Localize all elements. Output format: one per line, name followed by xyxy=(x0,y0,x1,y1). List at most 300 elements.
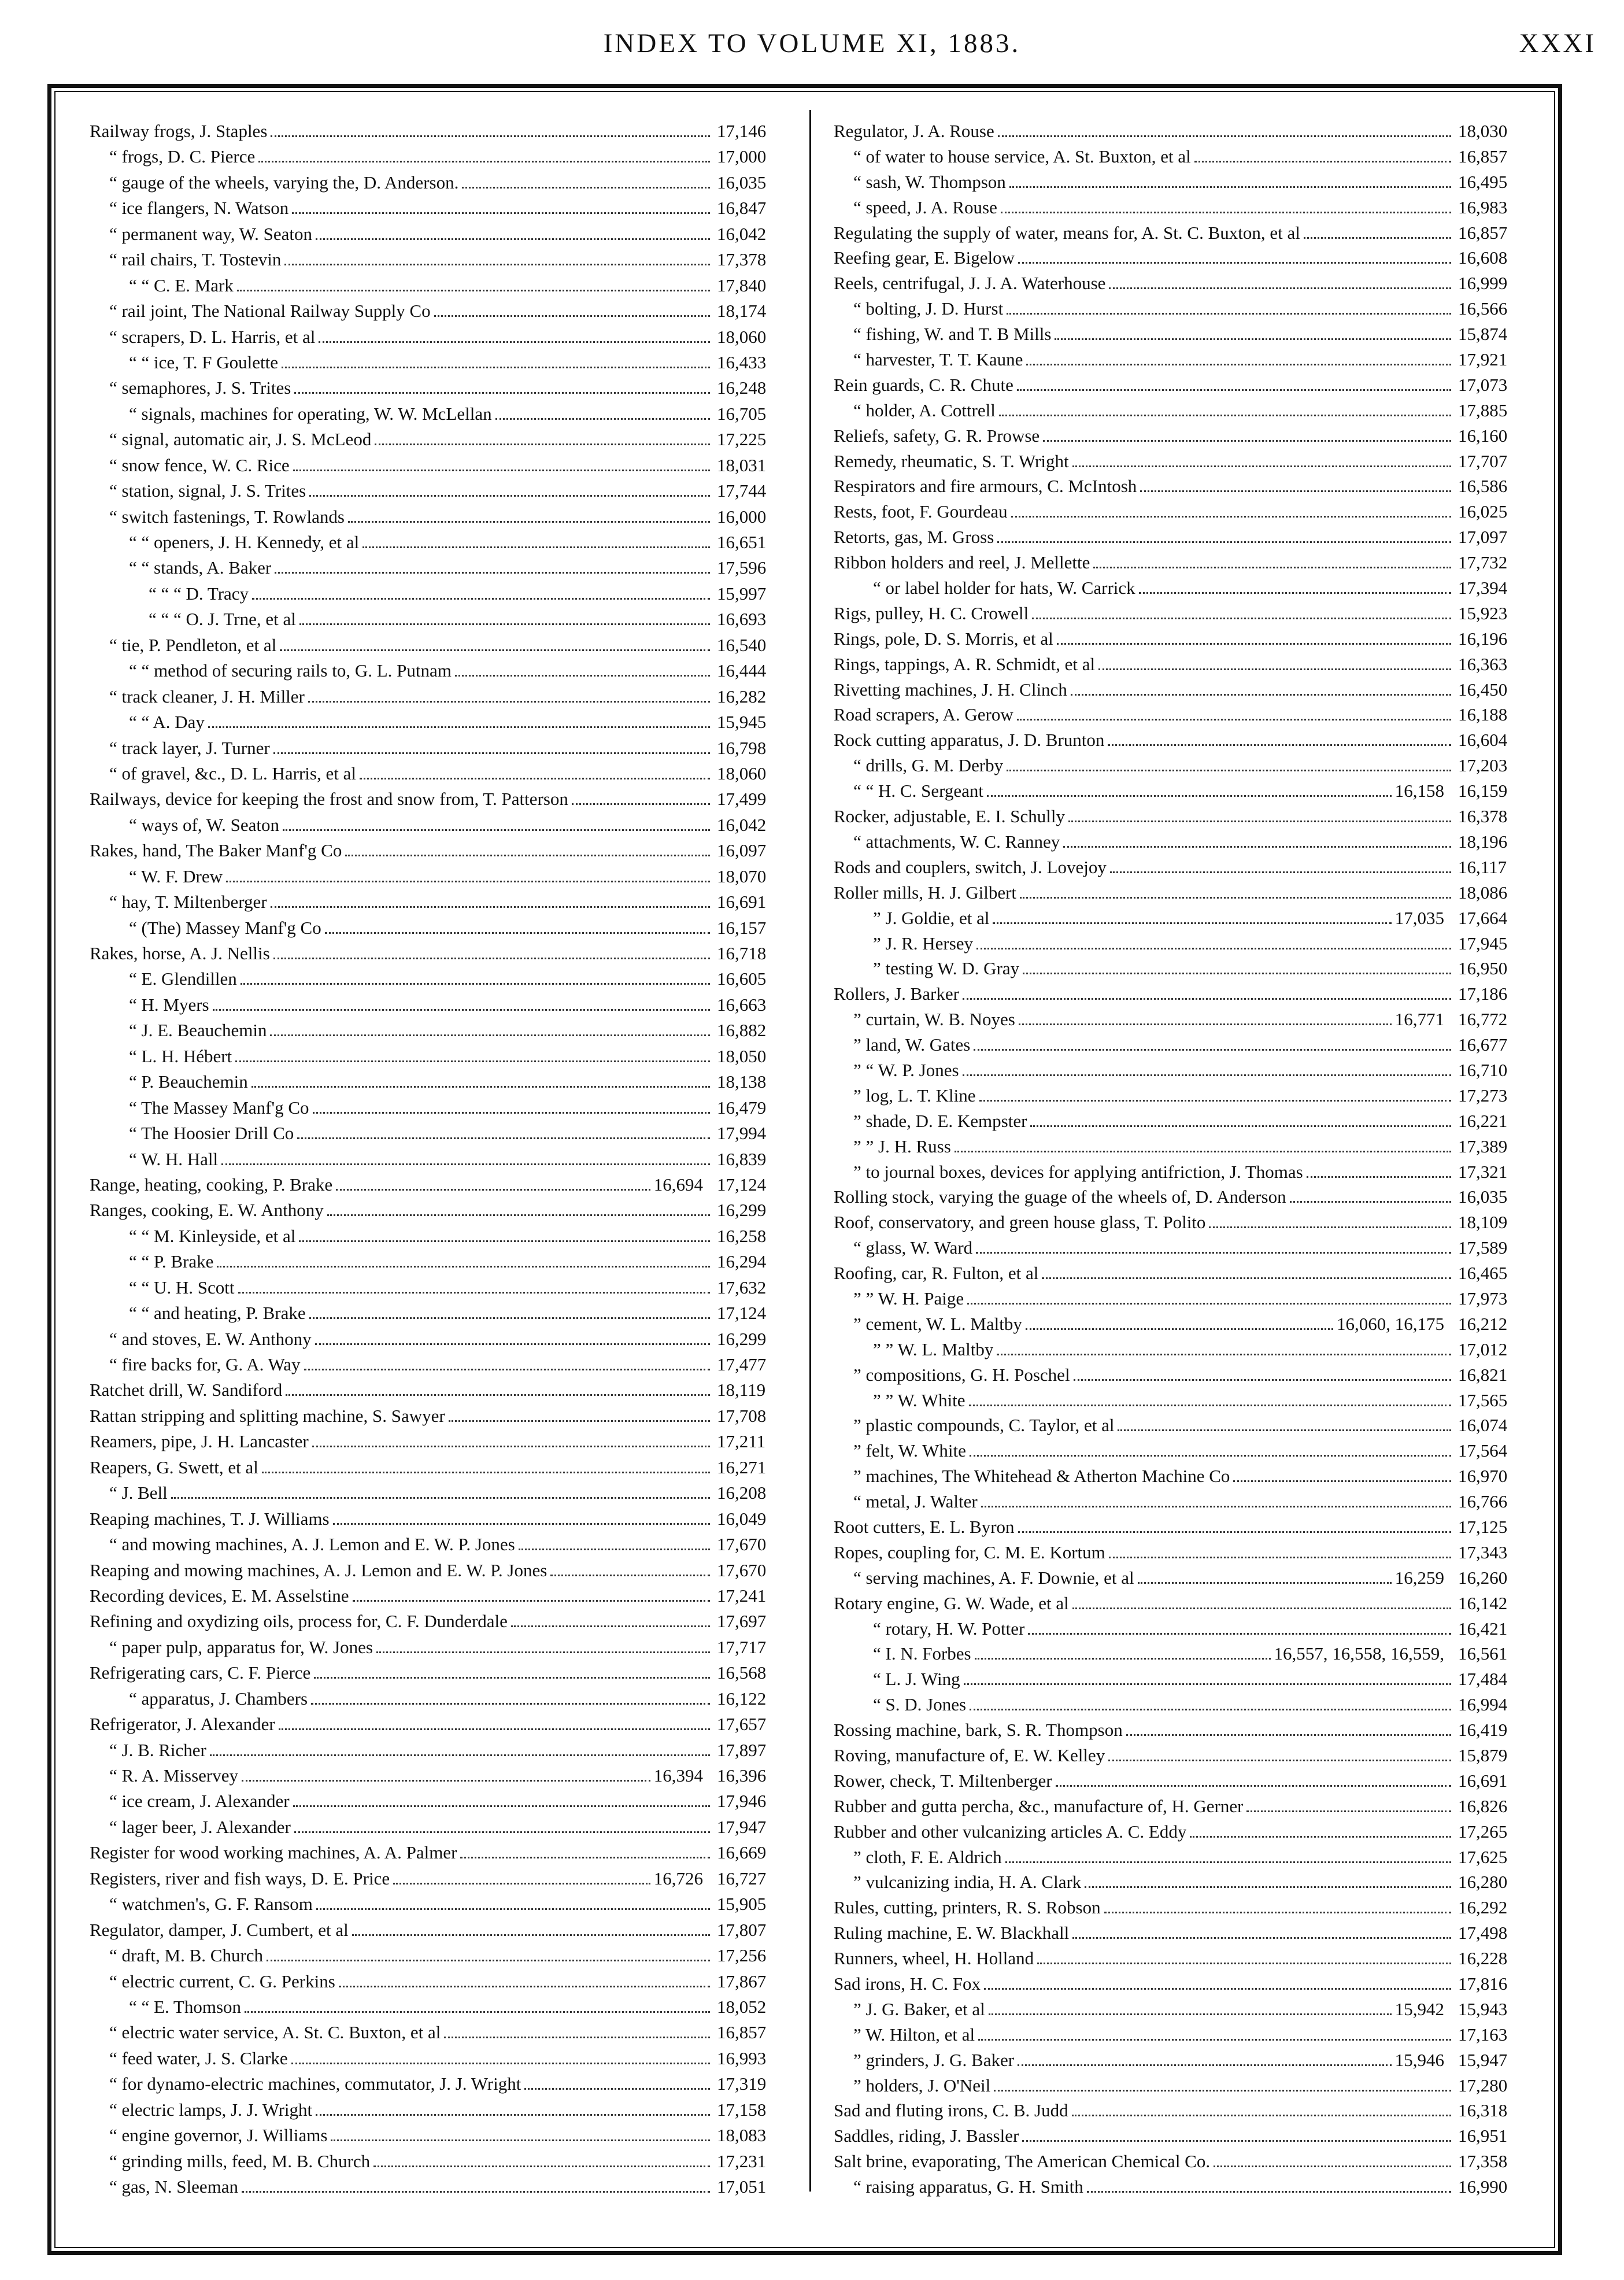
dot-leader xyxy=(279,1728,710,1730)
dot-leader xyxy=(1098,668,1451,670)
index-entry xyxy=(90,736,798,761)
dot-leader xyxy=(1017,389,1451,391)
dot-leader xyxy=(1072,2115,1451,2116)
entry-patent-number: 17,670 xyxy=(717,1534,767,1555)
entry-text: “ “ “ O. J. Trne, et al xyxy=(149,609,296,630)
index-entry xyxy=(90,1018,798,1043)
dot-leader xyxy=(308,701,710,703)
entry-patent-number: 16,363 xyxy=(1458,653,1508,674)
entry-text: ” curtain, W. B. Noyes xyxy=(853,1009,1015,1030)
entry-text: Range, heating, cooking, P. Brake xyxy=(90,1174,333,1195)
index-entry xyxy=(90,1198,798,1223)
index-entry xyxy=(90,1326,798,1352)
entry-patent-number: 16,540 xyxy=(717,634,767,655)
dot-leader xyxy=(283,829,710,831)
index-entry xyxy=(834,550,1539,575)
dot-leader xyxy=(297,1137,710,1139)
dot-leader xyxy=(331,2139,710,2141)
index-entry xyxy=(834,2123,1539,2149)
entry-text: Respirators and fire armours, C. McIntosh xyxy=(834,476,1137,497)
entry-patent-number: 18,031 xyxy=(717,454,767,475)
dot-leader xyxy=(984,1988,1451,1990)
page-number: XXXI xyxy=(1519,28,1596,58)
entry-text: Rolling stock, varying the guage of the wheels of, D. Anderson xyxy=(834,1187,1286,1207)
dot-leader xyxy=(1019,1023,1392,1025)
entry-text: Rakes, horse, A. J. Nellis xyxy=(90,943,270,963)
entry-patent-number: 17,945 xyxy=(1458,933,1508,954)
index-entry xyxy=(834,981,1539,1007)
dot-leader xyxy=(333,1523,710,1525)
entry-patent-number: 18,050 xyxy=(717,1045,767,1066)
dot-leader xyxy=(235,1060,710,1062)
dot-leader xyxy=(1005,1861,1451,1863)
index-entry xyxy=(834,322,1539,347)
entry-text: “ “ ice, T. F Goulette xyxy=(129,352,278,372)
dot-leader xyxy=(242,1780,650,1782)
entry-patent-number: 16,882 xyxy=(717,1020,767,1041)
entry-patent-number: 17,807 xyxy=(717,1919,767,1940)
dot-leader xyxy=(292,212,710,214)
entry-text: “ lager beer, J. Alexander xyxy=(109,1816,291,1837)
entry-patent-number: 16,159 xyxy=(1458,781,1508,801)
index-entry xyxy=(834,778,1539,804)
entry-patent-number: 17,484 xyxy=(1458,1669,1508,1690)
dot-leader xyxy=(217,1266,710,1268)
dot-leader xyxy=(1214,2166,1451,2167)
index-entry xyxy=(90,2046,798,2071)
entry-text: “ electric current, C. G. Perkins xyxy=(109,1971,335,1991)
entry-text: Railways, device for keeping the frost and snow from, T. Patterson xyxy=(90,789,568,810)
index-entry xyxy=(90,658,798,683)
dot-leader xyxy=(262,1472,710,1473)
entry-text: Retorts, gas, M. Gross xyxy=(834,527,994,548)
entry-extra-number: 16,259 xyxy=(1394,1567,1444,1588)
dot-leader xyxy=(251,1086,710,1088)
dot-leader xyxy=(1055,338,1451,340)
dot-leader xyxy=(989,2013,1392,2015)
index-entry xyxy=(834,1032,1539,1058)
entry-patent-number: 15,923 xyxy=(1458,603,1508,623)
entry-text: Rubber and gutta percha, &c., manufacture of, H. Gerner xyxy=(834,1795,1244,1816)
entry-text: “ “ E. Thomson xyxy=(129,1996,242,2017)
entry-text: Salt brine, evaporating, The American Chemical Co. xyxy=(834,2151,1211,2172)
entry-patent-number: 16,450 xyxy=(1458,679,1508,700)
index-entry xyxy=(90,221,798,247)
dot-leader xyxy=(314,1677,710,1679)
index-entry xyxy=(90,1455,798,1480)
entry-patent-number: 17,708 xyxy=(717,1405,767,1426)
entry-patent-number: 17,589 xyxy=(1458,1237,1508,1258)
index-entry xyxy=(90,1815,798,1840)
entry-patent-number: 17,632 xyxy=(717,1277,767,1298)
index-entry xyxy=(834,195,1539,220)
entry-patent-number: 16,970 xyxy=(1458,1466,1508,1487)
dot-leader xyxy=(312,1446,710,1447)
entry-text: “ draft, M. B. Church xyxy=(109,1945,264,1966)
index-entry xyxy=(834,880,1539,906)
entry-patent-number: 16,282 xyxy=(717,686,767,707)
entry-text: “ semaphores, J. S. Trites xyxy=(109,378,291,398)
dot-leader xyxy=(373,2166,710,2167)
entry-text: “ and stoves, E. W. Anthony xyxy=(109,1328,312,1349)
index-entry xyxy=(90,992,798,1018)
entry-patent-number: 17,358 xyxy=(1458,2151,1508,2172)
index-entry xyxy=(834,1819,1539,1845)
dot-leader xyxy=(572,803,710,805)
entry-patent-number: 16,826 xyxy=(1458,1795,1508,1816)
entry-patent-number: 16,396 xyxy=(717,1765,767,1786)
dot-leader xyxy=(275,572,710,574)
entry-patent-number: 16,042 xyxy=(717,814,767,835)
entry-extra-number: 16,726 xyxy=(653,1868,703,1889)
entry-patent-number: 17,885 xyxy=(1458,400,1508,420)
entry-patent-number: 17,625 xyxy=(1458,1846,1508,1867)
index-entry xyxy=(90,170,798,195)
entry-patent-number: 17,378 xyxy=(717,249,767,270)
entry-text: “ fire backs for, G. A. Way xyxy=(109,1354,301,1374)
entry-patent-number: 16,857 xyxy=(1458,146,1508,167)
entry-patent-number: 16,157 xyxy=(717,917,767,938)
entry-patent-number: 16,608 xyxy=(1458,247,1508,268)
entry-text: “ “ and heating, P. Brake xyxy=(129,1303,306,1324)
entry-text: “ J. E. Beauchemin xyxy=(129,1020,267,1041)
index-entry xyxy=(90,2071,798,2097)
entry-text: “ L. H. Hébert xyxy=(129,1045,232,1066)
entry-text: ” grinders, J. G. Baker xyxy=(853,2049,1015,2070)
entry-patent-number: 16,651 xyxy=(717,532,767,552)
entry-text: “ permanent way, W. Seaton xyxy=(109,223,312,244)
index-entry xyxy=(834,271,1539,296)
entry-patent-number: 18,083 xyxy=(717,2125,767,2146)
entry-patent-number: 17,670 xyxy=(717,1560,767,1580)
entry-patent-number: 17,321 xyxy=(1458,1161,1508,1182)
entry-patent-number: 16,280 xyxy=(1458,1872,1508,1893)
index-entry xyxy=(90,1763,798,1788)
dot-leader xyxy=(974,1049,1451,1051)
entry-text: “ harvester, T. T. Kaune xyxy=(853,349,1023,370)
entry-text: Rings, tappings, A. R. Schmidt, et al xyxy=(834,653,1096,674)
entry-patent-number: 18,109 xyxy=(1458,1212,1508,1233)
dot-leader xyxy=(524,2088,710,2090)
entry-patent-number: 18,070 xyxy=(717,866,767,886)
dot-leader xyxy=(994,2090,1451,2091)
entry-text: Rakes, hand, The Baker Manf'g Co xyxy=(90,840,342,861)
entry-text: “ (The) Massey Manf'g Co xyxy=(129,917,321,938)
entry-patent-number: 17,477 xyxy=(717,1354,767,1374)
index-entry xyxy=(90,1403,798,1429)
entry-text: Rocker, adjustable, E. I. Schully xyxy=(834,806,1065,827)
entry-text: Rollers, J. Barker xyxy=(834,984,959,1004)
entry-text: Rubber and other vulcanizing articles A. C. Eddy xyxy=(834,1821,1187,1842)
index-entry xyxy=(834,906,1539,931)
dot-leader xyxy=(294,1831,710,1833)
index-entry xyxy=(834,347,1539,372)
index-entry xyxy=(90,119,798,144)
entry-patent-number: 17,664 xyxy=(1458,907,1508,928)
entry-patent-number: 17,565 xyxy=(1458,1390,1508,1410)
entry-text: “ glass, W. Ward xyxy=(853,1237,973,1258)
index-entry xyxy=(90,2174,798,2200)
index-entry xyxy=(90,941,798,966)
dot-leader xyxy=(955,1151,1451,1152)
entry-text: Rods and couplers, switch, J. Lovejoy xyxy=(834,856,1107,877)
entry-patent-number: 18,030 xyxy=(1458,121,1508,141)
entry-text: Rattan stripping and splitting machine, S. Sawyer xyxy=(90,1405,445,1426)
dot-leader xyxy=(1071,694,1451,696)
entry-text: “ “ H. C. Sergeant xyxy=(853,781,983,801)
entry-text: Roving, manufacture of, E. W. Kelley xyxy=(834,1745,1105,1765)
index-entry xyxy=(834,1591,1539,1616)
entry-patent-number: 16,772 xyxy=(1458,1009,1508,1030)
entry-text: Regulator, damper, J. Cumbert, et al xyxy=(90,1919,349,1940)
entry-extra-number: 15,942 xyxy=(1394,1998,1444,2019)
index-entry xyxy=(90,710,798,735)
index-entry xyxy=(90,1660,798,1686)
dot-leader xyxy=(455,675,710,677)
entry-text: “ W. H. Hall xyxy=(129,1148,219,1169)
dot-leader xyxy=(242,2191,710,2193)
entry-patent-number: 16,299 xyxy=(717,1328,767,1349)
entry-patent-number: 16,693 xyxy=(717,609,767,630)
index-entry xyxy=(90,1352,798,1377)
dot-leader xyxy=(1068,821,1451,822)
entry-patent-number: 16,950 xyxy=(1458,958,1508,979)
entry-patent-number: 17,717 xyxy=(717,1636,767,1657)
dot-leader xyxy=(348,521,710,523)
entry-text: ” vulcanizing india, H. A. Clark xyxy=(853,1872,1082,1893)
entry-text: Refining and oxydizing oils, process for, C. F. Dunderdale xyxy=(90,1611,508,1632)
entry-patent-number: 18,086 xyxy=(1458,882,1508,903)
index-entry xyxy=(834,1235,1539,1261)
dot-leader xyxy=(1030,1125,1451,1127)
index-column-left xyxy=(90,119,798,2200)
dot-leader xyxy=(987,795,1392,797)
dot-leader xyxy=(294,392,710,394)
entry-text: Sad irons, H. C. Fox xyxy=(834,1974,981,1994)
entry-patent-number: 16,857 xyxy=(1458,222,1508,243)
dot-leader xyxy=(284,264,710,265)
entry-text: Rotary engine, G. W. Wade, et al xyxy=(834,1592,1069,1613)
index-entry xyxy=(834,2022,1539,2048)
entry-text: “ “ openers, J. H. Kennedy, et al xyxy=(129,532,360,552)
entry-text: “ apparatus, J. Chambers xyxy=(129,1688,308,1709)
dot-leader xyxy=(1001,212,1451,213)
entry-patent-number: 16,097 xyxy=(717,840,767,861)
index-entry xyxy=(834,1159,1539,1185)
dot-leader xyxy=(1043,440,1451,442)
entry-text: Rossing machine, bark, S. R. Thompson xyxy=(834,1720,1123,1741)
entry-patent-number: 17,319 xyxy=(717,2074,767,2094)
entry-text: ” log, L. T. Kline xyxy=(853,1085,976,1106)
index-entry xyxy=(834,1666,1539,1692)
dot-leader xyxy=(1057,643,1451,645)
entry-patent-number: 16,605 xyxy=(717,969,767,989)
entry-patent-number: 16,294 xyxy=(717,1251,767,1272)
entry-text: Refrigerating cars, C. F. Pierce xyxy=(90,1662,311,1683)
dot-leader xyxy=(964,1683,1451,1685)
index-entry xyxy=(90,247,798,272)
entry-patent-number: 16,951 xyxy=(1458,2126,1508,2146)
dot-leader xyxy=(976,948,1451,949)
index-entry xyxy=(834,855,1539,880)
entry-text: “ rail joint, The National Railway Supply Co xyxy=(109,301,431,322)
entry-patent-number: 15,943 xyxy=(1458,1998,1508,2019)
entry-text: “ holder, A. Cottrell xyxy=(853,400,996,420)
dot-leader xyxy=(1110,871,1451,873)
dot-leader xyxy=(345,855,710,856)
entry-patent-number: 16,421 xyxy=(1458,1618,1508,1639)
dot-leader xyxy=(978,2039,1451,2041)
index-entry xyxy=(90,1917,798,1943)
index-entry xyxy=(834,804,1539,829)
entry-patent-number: 17,343 xyxy=(1458,1542,1508,1562)
dot-leader xyxy=(970,1709,1451,1710)
entry-text: “ frogs, D. C. Pierce xyxy=(109,146,256,167)
index-entry xyxy=(90,915,798,941)
entry-text: Registers, river and fish ways, D. E. Price xyxy=(90,1868,390,1889)
entry-text: “ The Hoosier Drill Co xyxy=(129,1123,294,1144)
entry-patent-number: 16,117 xyxy=(1458,856,1507,877)
entry-text: “ snow fence, W. C. Rice xyxy=(109,454,290,475)
entry-patent-number: 16,677 xyxy=(1458,1034,1508,1055)
index-entry xyxy=(90,1994,798,2020)
entry-patent-number: 16,419 xyxy=(1458,1720,1508,1741)
index-entry xyxy=(834,1895,1539,1920)
dot-leader xyxy=(1011,516,1451,518)
entry-extra-number: 16,394 xyxy=(653,1765,703,1786)
index-entry xyxy=(90,1506,798,1532)
entry-text: ” compositions, G. H. Poschel xyxy=(853,1364,1070,1385)
entry-patent-number: 16,299 xyxy=(717,1200,767,1221)
dot-leader xyxy=(967,1303,1451,1305)
dot-leader xyxy=(981,1506,1451,1507)
entry-text: “ switch fastenings, T. Rowlands xyxy=(109,506,345,527)
dot-leader xyxy=(1190,1836,1451,1838)
entry-text: “ track layer, J. Turner xyxy=(109,737,270,758)
index-entry xyxy=(834,1616,1539,1642)
entry-extra-number: 16,557, 16,558, 16,559, xyxy=(1274,1643,1444,1664)
entry-patent-number: 18,060 xyxy=(717,763,767,784)
entry-text: ” land, W. Gates xyxy=(853,1034,971,1055)
dot-leader xyxy=(1108,1760,1451,1761)
dot-leader xyxy=(282,367,710,368)
dot-leader xyxy=(360,778,710,779)
index-entry xyxy=(90,375,798,401)
index-entry xyxy=(834,753,1539,778)
entry-text: “ rail chairs, T. Tostevin xyxy=(109,249,282,270)
dot-leader xyxy=(1018,2064,1392,2066)
entry-patent-number: 17,225 xyxy=(717,429,767,450)
entry-patent-number: 17,973 xyxy=(1458,1288,1508,1309)
dot-leader xyxy=(353,1600,710,1602)
entry-text: ” cement, W. L. Maltby xyxy=(853,1313,1022,1334)
entry-patent-number: 15,879 xyxy=(1458,1745,1508,1765)
entry-patent-number: 17,816 xyxy=(1458,1974,1508,1994)
entry-text: “ raising apparatus, G. H. Smith xyxy=(853,2176,1083,2197)
index-entry xyxy=(834,245,1539,271)
entry-patent-number: 16,669 xyxy=(717,1842,767,1863)
entry-text: Railway frogs, J. Staples xyxy=(90,121,268,141)
entry-text: “ signal, automatic air, J. S. McLeod xyxy=(109,429,372,450)
index-entry xyxy=(90,607,798,632)
entry-patent-number: 17,124 xyxy=(717,1303,767,1324)
dot-leader xyxy=(1085,1886,1451,1888)
index-entry xyxy=(834,1058,1539,1083)
index-entry xyxy=(90,401,798,427)
dot-leader xyxy=(1138,1582,1392,1584)
entry-patent-number: 16,691 xyxy=(1458,1770,1508,1791)
index-entry xyxy=(90,1069,798,1095)
dot-leader xyxy=(1028,1633,1451,1635)
index-entry xyxy=(834,727,1539,753)
dot-leader xyxy=(273,958,710,959)
index-entry xyxy=(90,1609,798,1634)
entry-patent-number: 16,561 xyxy=(1458,1643,1508,1664)
entry-patent-number: 16,074 xyxy=(1458,1415,1508,1436)
dot-leader xyxy=(1018,262,1451,264)
index-entry xyxy=(834,931,1539,956)
index-entry xyxy=(834,423,1539,449)
entry-patent-number: 16,260 xyxy=(1458,1567,1508,1588)
dot-leader xyxy=(238,1292,710,1294)
dot-leader xyxy=(997,1354,1451,1355)
entry-text: “ feed water, J. S. Clarke xyxy=(109,2048,288,2068)
entry-patent-number: 17,596 xyxy=(717,557,767,578)
entry-patent-number: 17,840 xyxy=(717,275,767,295)
index-entry xyxy=(834,575,1539,601)
dot-leader xyxy=(1074,1379,1451,1381)
index-entry xyxy=(834,702,1539,727)
entry-text: Reels, centrifugal, J. J. A. Waterhouse xyxy=(834,273,1106,294)
index-entry xyxy=(90,144,798,169)
entry-text: “ rotary, H. W. Potter xyxy=(873,1618,1025,1639)
entry-text: ” holders, J. O'Neil xyxy=(853,2075,991,2096)
entry-patent-number: 16,847 xyxy=(717,198,767,219)
entry-patent-number: 17,146 xyxy=(717,121,767,141)
entry-text: ” cloth, F. E. Aldrich xyxy=(853,1846,1002,1867)
index-entry xyxy=(90,1224,798,1249)
dot-leader xyxy=(1104,1912,1451,1913)
index-entry xyxy=(90,1429,798,1454)
entry-patent-number: 16,798 xyxy=(717,737,767,758)
dot-leader xyxy=(1304,237,1451,239)
index-entry xyxy=(834,1007,1539,1032)
entry-text: “ “ stands, A. Baker xyxy=(129,557,272,578)
entry-text: “ scrapers, D. L. Harris, et al xyxy=(109,326,316,347)
index-entry xyxy=(90,350,798,375)
dot-leader xyxy=(304,1369,710,1370)
dot-leader xyxy=(316,238,710,240)
entry-text: Recording devices, E. M. Asselstine xyxy=(90,1585,349,1606)
entry-text: Ranges, cooking, E. W. Anthony xyxy=(90,1200,324,1221)
dot-leader xyxy=(1087,2191,1451,2193)
index-entry xyxy=(90,1583,798,1609)
entry-text: Rings, pole, D. S. Morris, et al xyxy=(834,628,1053,649)
index-entry xyxy=(90,2097,798,2123)
column-divider xyxy=(809,110,811,2192)
entry-text: “ ice cream, J. Alexander xyxy=(109,1791,290,1812)
entry-patent-number: 17,231 xyxy=(717,2150,767,2171)
entry-patent-number: 17,051 xyxy=(717,2176,767,2197)
index-entry xyxy=(834,1184,1539,1210)
entry-text: “ “ M. Kinleyside, et al xyxy=(129,1225,296,1246)
dot-leader xyxy=(241,983,710,985)
entry-patent-number: 16,705 xyxy=(717,403,767,424)
entry-text: ” J. Goldie, et al xyxy=(873,907,990,928)
entry-patent-number: 16,727 xyxy=(717,1868,767,1889)
entry-patent-number: 15,874 xyxy=(1458,324,1508,345)
entry-text: “ of gravel, &c., D. L. Harris, et al xyxy=(109,763,356,784)
